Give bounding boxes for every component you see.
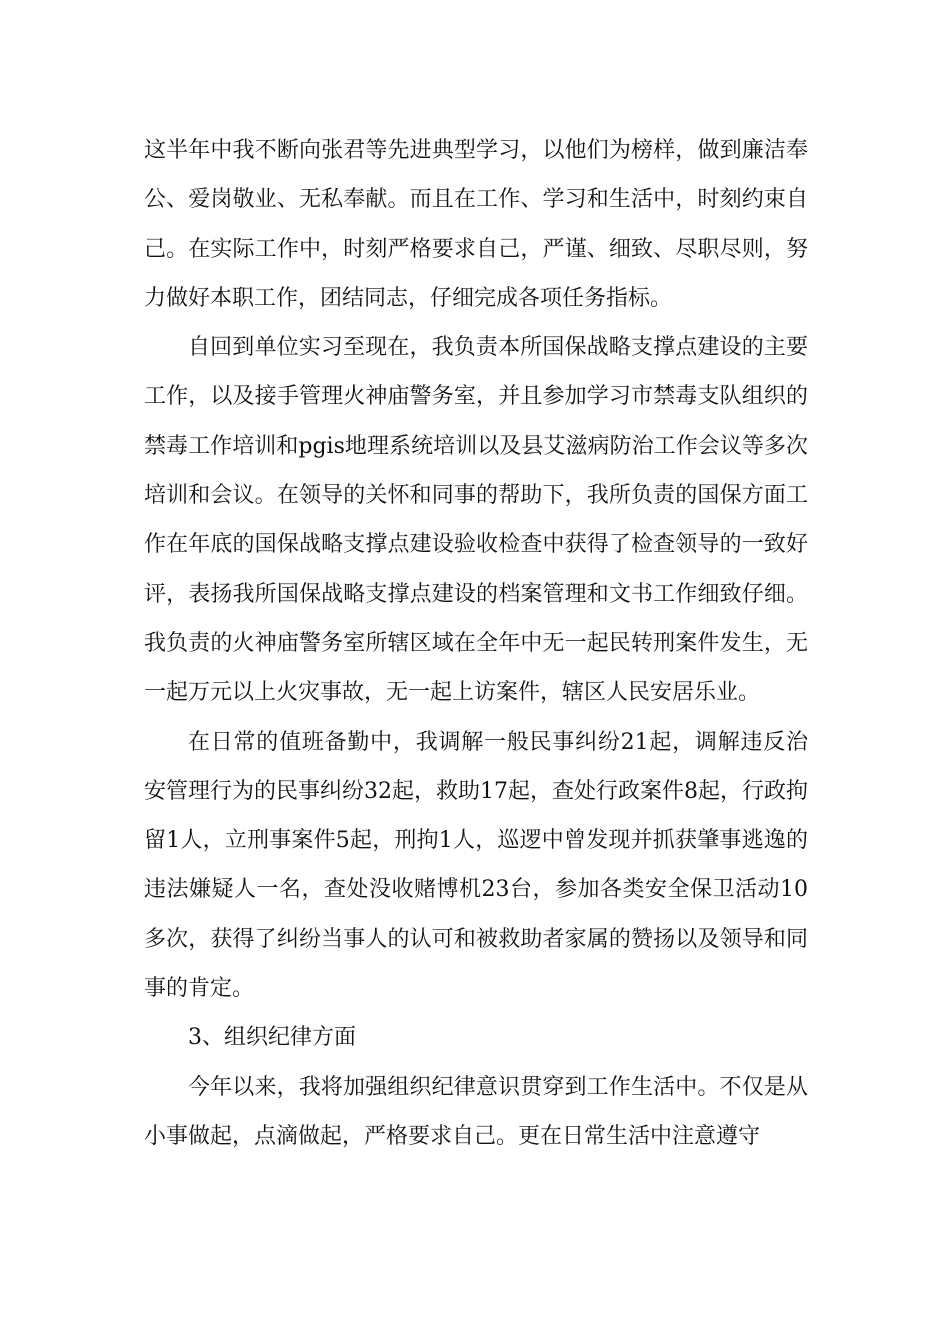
paragraph-1: 这半年中我不断向张君等先进典型学习，以他们为榜样，做到廉洁奉公、爱岗敬业、无私奉献。而且在工作、学习和生活中，时刻约束自己。在实际工作中，时刻严格要求自己，严谨、细致、尽职尽则，努力做好本职工作，团结同志，仔细完成各项任务指标。 [144,138,808,311]
paragraph-5: 今年以来，我将加强组织纪律意识贯穿到工作生活中。不仅是从小事做起，点滴做起，严格要求自己。更在日常生活中注意遵守 [144,1074,808,1149]
paragraph-2: 自回到单位实习至现在，我负责本所国保战略支撑点建设的主要工作，以及接手管理火神庙警务室，并且参加学习市禁毒支队组织的禁毒工作培训和pgis地理系统培训以及县艾滋病防治工作会议等多次培训和会议。在领导的关怀和同事的帮助下，我所负责的国保方面工作在年底的国保战略支撑点建设验收检查中获得了检查领导的一致好评，表扬我所国保战略支撑点建设的档案管理和文书工作细致仔细。我负责的火神庙警务室所辖区域在全年中无一起民转刑案件发生，无一起万元以上火灾事故，无一起上访案件，辖区人民安居乐业。 [144,335,808,706]
document-body [144,126,808,1161]
section-heading: 3、组织纪律方面 [188,1025,356,1051]
paragraph-3: 在日常的值班备勤中，我调解一般民事纠纷21起，调解违反治安管理行为的民事纠纷32起，救助17起，查处行政案件8起，行政拘留1人，立刑事案件5起，刑拘1人，巡逻中曾发现并抓获肇事逃逸的违法嫌疑人一名，查处没收赌博机23台，参加各类安全保卫活动10多次，获得了纠纷当事人的认可和被救助者家属的赞扬以及领导和同事的肯定。 [144,729,808,1002]
